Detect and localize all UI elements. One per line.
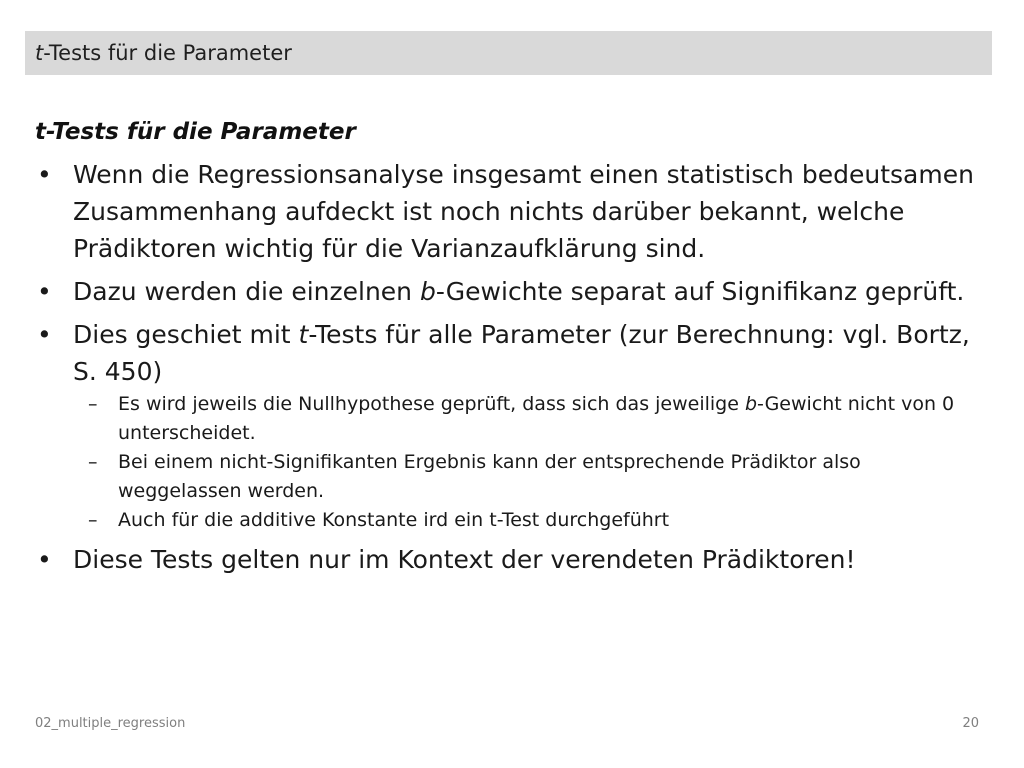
sub-bullet-item-2 xyxy=(73,448,985,506)
sub-bullet-text-before: Es wird jeweils die Nullhypothese geprüft, dass sich das jeweilige xyxy=(118,392,745,415)
bullet-item-4 xyxy=(35,541,985,578)
sub-bullet-text-italic: b xyxy=(744,392,758,415)
bullet-marker: • xyxy=(37,159,52,189)
footer-page-number: 20 xyxy=(962,716,979,731)
slide-header-title xyxy=(35,41,292,65)
sub-bullet-text: Auch für die additive Konstante ird ein t-Test durchgeführt xyxy=(118,508,670,531)
bullet-text-before: Dazu werden die einzelnen xyxy=(73,276,420,306)
bullet-text-after: -Tests für alle Parameter (zur Berechnung: vgl. Bortz, S. 450) xyxy=(73,319,970,386)
sub-bullet-item-1 xyxy=(73,390,985,448)
bullet-text-italic: b xyxy=(419,276,436,306)
content-heading: t-Tests für die Parameter xyxy=(35,119,356,145)
slide-content xyxy=(35,118,985,584)
bullet-item-3 xyxy=(35,316,985,535)
bullet-text-italic: t xyxy=(298,319,309,349)
sub-bullet-marker: – xyxy=(88,508,98,531)
slide-header-title-rest: -Tests für die Parameter xyxy=(43,41,292,65)
bullet-list xyxy=(35,156,985,578)
sub-bullet-text-after: -Gewicht nicht von 0 unterscheidet. xyxy=(118,392,955,444)
footer-filename: 02_multiple_regression xyxy=(35,716,186,731)
bullet-item-2 xyxy=(35,273,985,310)
slide-header xyxy=(25,31,992,75)
bullet-text: Wenn die Regressionsanalyse insgesamt einen statistisch bedeutsamen Zusammenhang aufdeckt ist noch nichts darüber bekannt, welche Prädiktoren wichtig für die Varianzaufklärung sind. xyxy=(73,159,974,263)
sub-bullet-text xyxy=(118,393,954,444)
bullet-marker: • xyxy=(37,544,52,574)
sub-bullet-text: Bei einem nicht-Signifikanten Ergebnis kann der entsprechende Prädiktor also weggelassen werden. xyxy=(118,450,861,502)
bullet-text xyxy=(73,320,970,386)
bullet-text: Diese Tests gelten nur im Kontext der verendeten Prädiktoren! xyxy=(73,544,856,574)
sub-bullet-item-3 xyxy=(73,506,985,535)
bullet-text xyxy=(73,277,964,306)
bullet-text-before: Dies geschiet mit xyxy=(73,319,299,349)
sub-bullet-marker: – xyxy=(88,392,98,415)
bullet-item-1 xyxy=(35,156,985,267)
sub-bullet-list xyxy=(73,390,985,535)
sub-bullet-marker: – xyxy=(88,450,98,473)
bullet-marker: • xyxy=(37,319,52,349)
slide-header-title-italic: t xyxy=(35,41,44,65)
bullet-marker: • xyxy=(37,276,52,306)
bullet-text-after: -Gewichte separat auf Signifikanz geprüft. xyxy=(435,276,965,306)
